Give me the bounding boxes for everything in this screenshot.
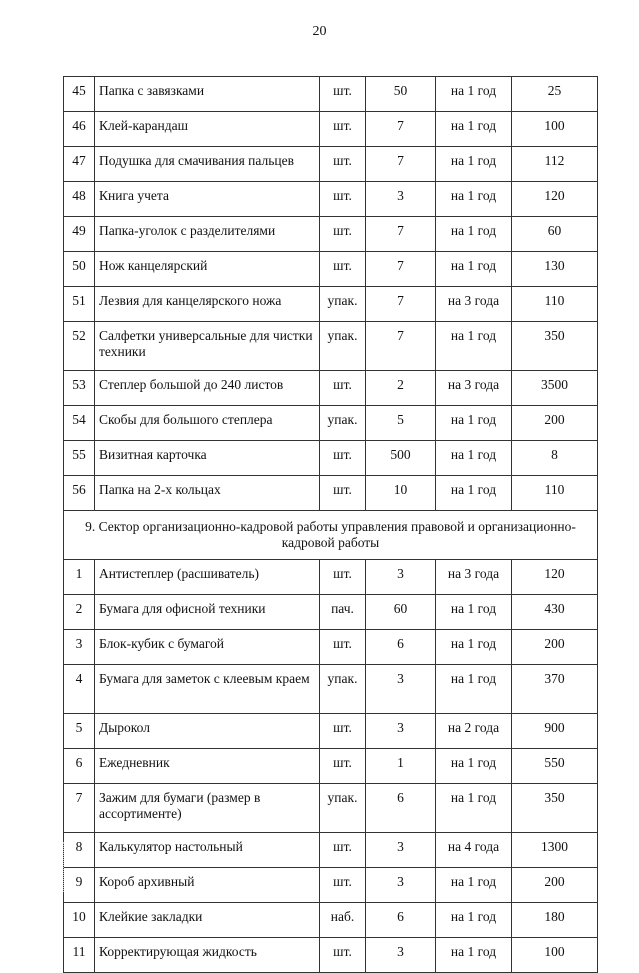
item-name: Дырокол bbox=[95, 714, 320, 749]
row-number: 2 bbox=[64, 595, 95, 630]
period: на 3 года bbox=[436, 560, 512, 595]
table-row bbox=[64, 287, 598, 322]
price: 130 bbox=[512, 252, 598, 287]
price: 350 bbox=[512, 322, 598, 371]
quantity: 7 bbox=[366, 147, 436, 182]
table-row bbox=[64, 147, 598, 182]
row-number: 53 bbox=[64, 371, 95, 406]
quantity: 3 bbox=[366, 868, 436, 903]
table-row bbox=[64, 630, 598, 665]
unit: упак. bbox=[320, 322, 366, 371]
row-number: 48 bbox=[64, 182, 95, 217]
unit: шт. bbox=[320, 714, 366, 749]
item-name: Короб архивный bbox=[95, 868, 320, 903]
unit: шт. bbox=[320, 833, 366, 868]
unit: шт. bbox=[320, 476, 366, 511]
period: на 1 год bbox=[436, 406, 512, 441]
unit: шт. bbox=[320, 441, 366, 476]
quantity: 3 bbox=[366, 665, 436, 714]
table-row bbox=[64, 77, 598, 112]
price: 8 bbox=[512, 441, 598, 476]
table-row bbox=[64, 252, 598, 287]
item-name: Папка с завязками bbox=[95, 77, 320, 112]
period: на 2 года bbox=[436, 714, 512, 749]
item-name: Антистеплер (расшиватель) bbox=[95, 560, 320, 595]
row-number: 4 bbox=[64, 665, 95, 714]
price: 112 bbox=[512, 147, 598, 182]
price: 180 bbox=[512, 903, 598, 938]
table-row bbox=[64, 784, 598, 833]
item-name: Папка на 2-х кольцах bbox=[95, 476, 320, 511]
quantity: 7 bbox=[366, 322, 436, 371]
unit: пач. bbox=[320, 595, 366, 630]
row-number: 45 bbox=[64, 77, 95, 112]
price: 3500 bbox=[512, 371, 598, 406]
item-name: Клей-карандаш bbox=[95, 112, 320, 147]
unit: шт. bbox=[320, 749, 366, 784]
row-number: 8 bbox=[64, 833, 95, 868]
price: 900 bbox=[512, 714, 598, 749]
period: на 1 год bbox=[436, 868, 512, 903]
table-row bbox=[64, 322, 598, 371]
quantity: 3 bbox=[366, 714, 436, 749]
item-name: Калькулятор настольный bbox=[95, 833, 320, 868]
quantity: 3 bbox=[366, 182, 436, 217]
table-row bbox=[64, 714, 598, 749]
row-number: 46 bbox=[64, 112, 95, 147]
period: на 3 года bbox=[436, 371, 512, 406]
page-number: 20 bbox=[312, 24, 327, 39]
period: на 1 год bbox=[436, 252, 512, 287]
unit: упак. bbox=[320, 406, 366, 441]
row-number: 47 bbox=[64, 147, 95, 182]
item-name: Лезвия для канцелярского ножа bbox=[95, 287, 320, 322]
price: 110 bbox=[512, 287, 598, 322]
item-name: Степлер большой до 240 листов bbox=[95, 371, 320, 406]
price: 120 bbox=[512, 182, 598, 217]
period: на 1 год bbox=[436, 938, 512, 973]
row-number: 3 bbox=[64, 630, 95, 665]
quantity: 7 bbox=[366, 287, 436, 322]
supply-norms-table bbox=[63, 76, 598, 973]
row-number: 51 bbox=[64, 287, 95, 322]
table-row bbox=[64, 441, 598, 476]
table-body-section-9 bbox=[64, 560, 598, 973]
unit: шт. bbox=[320, 182, 366, 217]
table-row bbox=[64, 595, 598, 630]
item-name: Зажим для бумаги (размер в ассортименте) bbox=[95, 784, 320, 833]
price: 430 bbox=[512, 595, 598, 630]
quantity: 10 bbox=[366, 476, 436, 511]
row-number: 49 bbox=[64, 217, 95, 252]
period: на 1 год bbox=[436, 903, 512, 938]
price: 110 bbox=[512, 476, 598, 511]
price: 550 bbox=[512, 749, 598, 784]
quantity: 3 bbox=[366, 560, 436, 595]
item-name: Ежедневник bbox=[95, 749, 320, 784]
price: 25 bbox=[512, 77, 598, 112]
period: на 1 год bbox=[436, 595, 512, 630]
unit: шт. bbox=[320, 868, 366, 903]
quantity: 6 bbox=[366, 784, 436, 833]
row-number: 11 bbox=[64, 938, 95, 973]
table-row bbox=[64, 868, 598, 903]
unit: наб. bbox=[320, 903, 366, 938]
unit: упак. bbox=[320, 665, 366, 714]
quantity: 3 bbox=[366, 938, 436, 973]
period: на 1 год bbox=[436, 784, 512, 833]
section-header-row bbox=[64, 511, 598, 560]
price: 1300 bbox=[512, 833, 598, 868]
item-name: Подушка для смачивания пальцев bbox=[95, 147, 320, 182]
item-name: Книга учета bbox=[95, 182, 320, 217]
quantity: 2 bbox=[366, 371, 436, 406]
period: на 4 года bbox=[436, 833, 512, 868]
price: 100 bbox=[512, 938, 598, 973]
quantity: 6 bbox=[366, 903, 436, 938]
row-number: 9 bbox=[64, 868, 95, 903]
row-number: 50 bbox=[64, 252, 95, 287]
quantity: 500 bbox=[366, 441, 436, 476]
quantity: 6 bbox=[366, 630, 436, 665]
table-row bbox=[64, 476, 598, 511]
row-number: 56 bbox=[64, 476, 95, 511]
period: на 1 год bbox=[436, 441, 512, 476]
period: на 1 год bbox=[436, 182, 512, 217]
price: 120 bbox=[512, 560, 598, 595]
unit: шт. bbox=[320, 252, 366, 287]
scan-margin-mark bbox=[63, 842, 65, 892]
unit: упак. bbox=[320, 784, 366, 833]
period: на 1 год bbox=[436, 322, 512, 371]
period: на 1 год bbox=[436, 77, 512, 112]
item-name: Визитная карточка bbox=[95, 441, 320, 476]
unit: шт. bbox=[320, 560, 366, 595]
table-row bbox=[64, 833, 598, 868]
table-row bbox=[64, 371, 598, 406]
price: 200 bbox=[512, 406, 598, 441]
unit: шт. bbox=[320, 630, 366, 665]
period: на 1 год bbox=[436, 630, 512, 665]
unit: шт. bbox=[320, 77, 366, 112]
price: 100 bbox=[512, 112, 598, 147]
table-row bbox=[64, 112, 598, 147]
row-number: 54 bbox=[64, 406, 95, 441]
period: на 1 год bbox=[436, 749, 512, 784]
price: 200 bbox=[512, 868, 598, 903]
row-number: 55 bbox=[64, 441, 95, 476]
quantity: 7 bbox=[366, 217, 436, 252]
row-number: 7 bbox=[64, 784, 95, 833]
table-row bbox=[64, 665, 598, 714]
item-name: Папка-уголок с разделителями bbox=[95, 217, 320, 252]
quantity: 60 bbox=[366, 595, 436, 630]
item-name: Бумага для офисной техники bbox=[95, 595, 320, 630]
quantity: 7 bbox=[366, 112, 436, 147]
unit: шт. bbox=[320, 938, 366, 973]
quantity: 3 bbox=[366, 833, 436, 868]
quantity: 5 bbox=[366, 406, 436, 441]
quantity: 7 bbox=[366, 252, 436, 287]
table-row bbox=[64, 560, 598, 595]
item-name: Нож канцелярский bbox=[95, 252, 320, 287]
table-row bbox=[64, 182, 598, 217]
period: на 1 год bbox=[436, 112, 512, 147]
item-name: Салфетки универсальные для чистки техники bbox=[95, 322, 320, 371]
period: на 1 год bbox=[436, 665, 512, 714]
item-name: Бумага для заметок с клеевым краем bbox=[95, 665, 320, 714]
price: 60 bbox=[512, 217, 598, 252]
quantity: 50 bbox=[366, 77, 436, 112]
table-body-continued bbox=[64, 77, 598, 511]
row-number: 6 bbox=[64, 749, 95, 784]
row-number: 52 bbox=[64, 322, 95, 371]
unit: шт. bbox=[320, 147, 366, 182]
unit: шт. bbox=[320, 371, 366, 406]
table-row bbox=[64, 903, 598, 938]
period: на 3 года bbox=[436, 287, 512, 322]
item-name: Клейкие закладки bbox=[95, 903, 320, 938]
table-row bbox=[64, 217, 598, 252]
price: 350 bbox=[512, 784, 598, 833]
row-number: 10 bbox=[64, 903, 95, 938]
item-name: Корректирующая жидкость bbox=[95, 938, 320, 973]
row-number: 1 bbox=[64, 560, 95, 595]
table-row bbox=[64, 406, 598, 441]
price: 370 bbox=[512, 665, 598, 714]
section-title: 9. Сектор организационно-кадровой работы управления правовой и организационно-кадровой работы bbox=[64, 511, 598, 560]
unit: шт. bbox=[320, 217, 366, 252]
table-row bbox=[64, 938, 598, 973]
period: на 1 год bbox=[436, 217, 512, 252]
item-name: Блок-кубик с бумагой bbox=[95, 630, 320, 665]
unit: шт. bbox=[320, 112, 366, 147]
item-name: Скобы для большого степлера bbox=[95, 406, 320, 441]
unit: упак. bbox=[320, 287, 366, 322]
price: 200 bbox=[512, 630, 598, 665]
row-number: 5 bbox=[64, 714, 95, 749]
period: на 1 год bbox=[436, 476, 512, 511]
table-row bbox=[64, 749, 598, 784]
quantity: 1 bbox=[366, 749, 436, 784]
table-section bbox=[64, 511, 598, 560]
period: на 1 год bbox=[436, 147, 512, 182]
